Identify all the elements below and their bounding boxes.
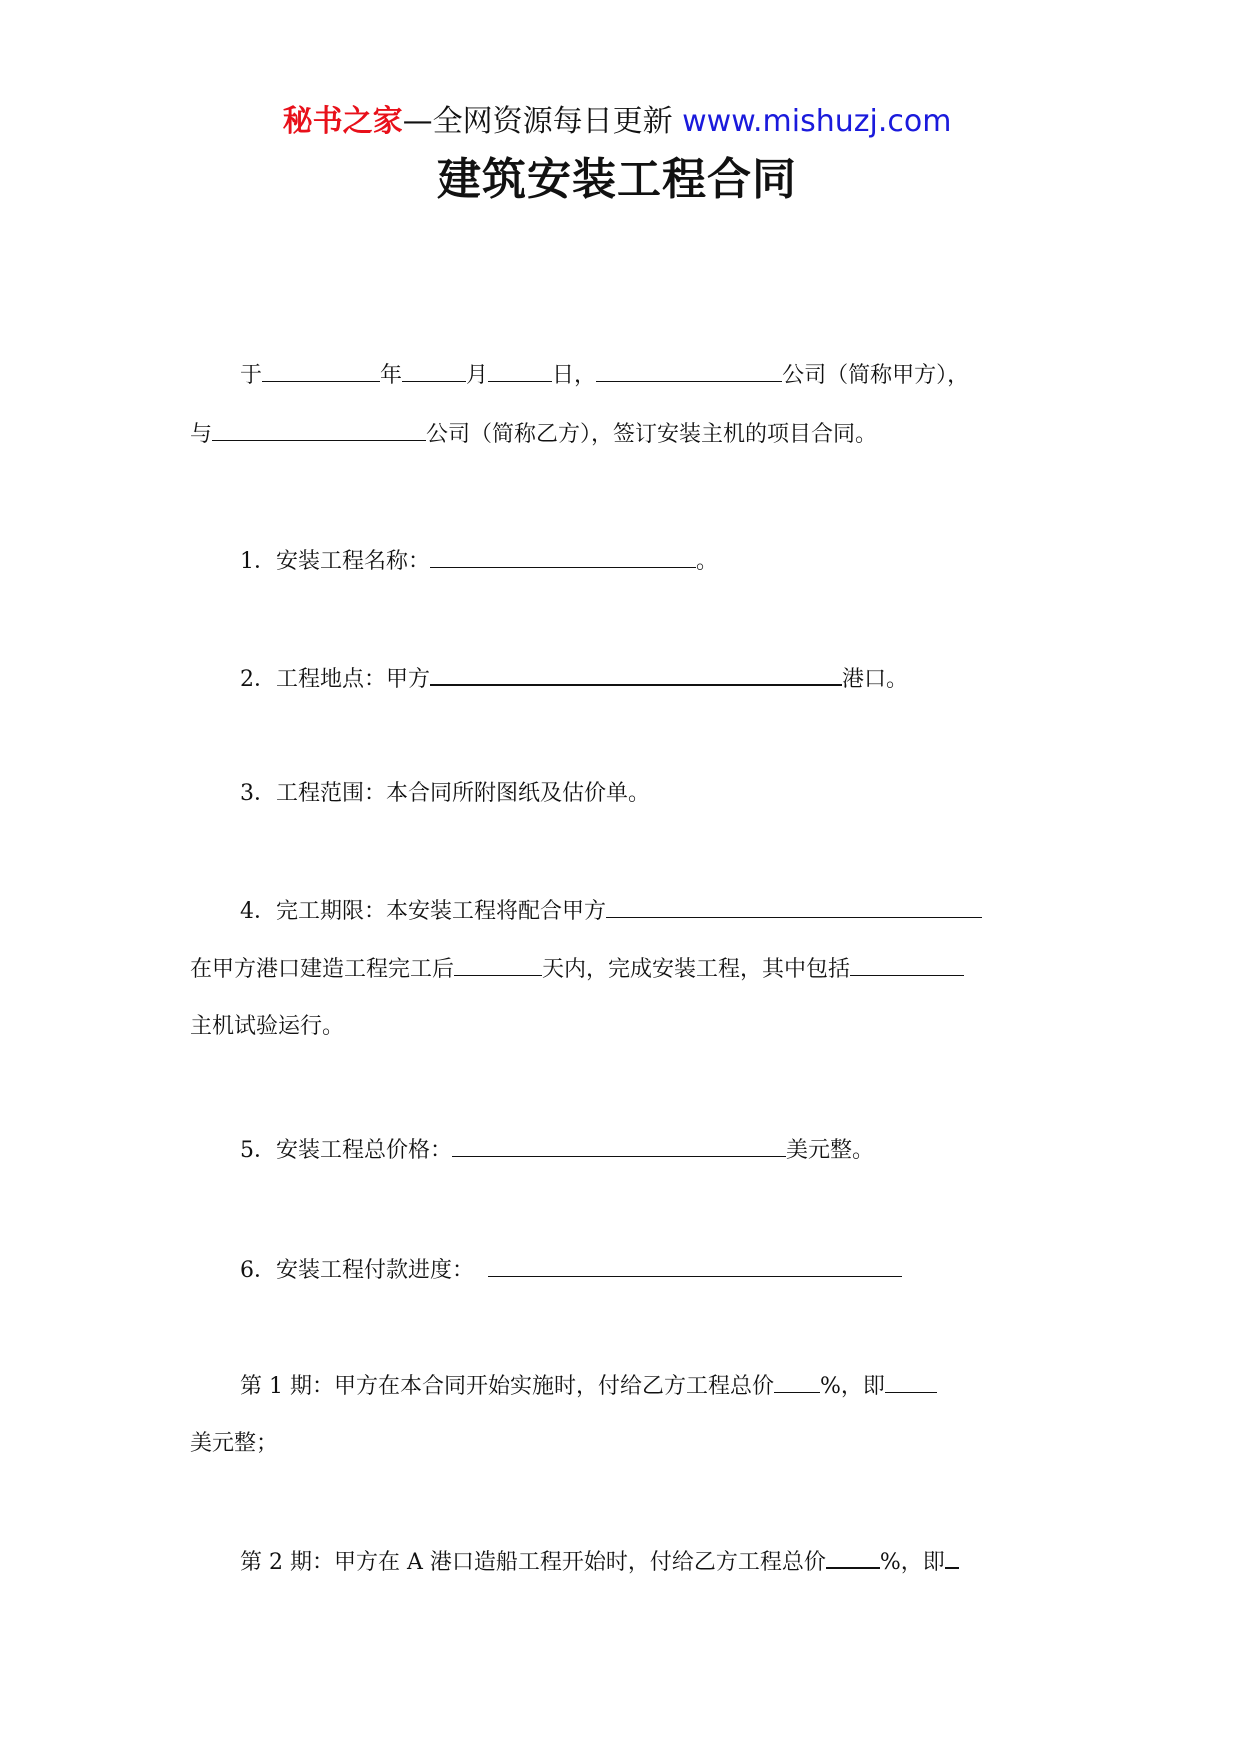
brand-name: 秘书之家: [282, 104, 403, 139]
document-title: 建筑安装工程合同: [437, 154, 797, 205]
intro-text: 于: [240, 363, 263, 388]
include-blank: [850, 951, 964, 976]
days-blank: [454, 951, 542, 976]
site-url[interactable]: www.mishuzj.com: [682, 104, 952, 139]
phase-text: 第 1 期：甲方在本合同开始实施时，付给乙方工程总价: [240, 1374, 774, 1399]
clause-text: 主机试验运行。: [190, 1014, 345, 1039]
project-name-blank: [430, 543, 696, 568]
header-slogan: —全网资源每日更新: [402, 104, 673, 139]
site-header: [0, 102, 1234, 142]
party-a-blank: [596, 357, 782, 382]
clause-text: 3．工程范围：本合同所附图纸及估价单。: [240, 781, 650, 806]
phase-1-line-1: [240, 1368, 937, 1404]
date-day-blank: [488, 357, 552, 382]
clause-text: 天内，完成安装工程，其中包括: [542, 957, 851, 982]
amount-blank: [885, 1368, 937, 1393]
clause-4-line-1: [240, 893, 982, 929]
location-blank: [430, 660, 842, 686]
intro-line-2: [190, 416, 877, 452]
percent-blank: [826, 1543, 880, 1569]
clause-text: 6．安装工程付款进度：: [240, 1258, 474, 1283]
payment-schedule-blank: [488, 1252, 902, 1277]
clause-text: 美元整。: [786, 1138, 875, 1163]
intro-text: 公司（简称甲方），: [782, 363, 970, 388]
clause-5: [240, 1132, 874, 1168]
phase-1-line-2: [190, 1427, 278, 1461]
phase-text: %，即: [820, 1374, 885, 1399]
date-year-blank: [262, 357, 380, 382]
intro-text: 日，: [552, 363, 597, 388]
amount-blank: [945, 1543, 959, 1569]
clause-text: 。: [696, 549, 719, 574]
clause-text: 在甲方港口建造工程完工后: [190, 957, 455, 982]
intro-text: 公司（简称乙方），签订安装主机的项目合同。: [426, 422, 878, 447]
completion-blank: [606, 893, 982, 918]
clause-4-line-3: [190, 1010, 344, 1044]
total-price-blank: [452, 1132, 786, 1157]
party-b-blank: [212, 416, 426, 441]
phase-text: %，即: [879, 1550, 945, 1575]
clause-text: 港口。: [842, 667, 909, 692]
clause-2: [240, 660, 908, 697]
phase-2-line-1: [240, 1543, 959, 1580]
clause-4-line-2: [190, 951, 964, 987]
intro-text: 与: [190, 422, 213, 447]
intro-text: 年: [380, 363, 403, 388]
percent-blank: [774, 1368, 820, 1393]
intro-text: 月: [466, 363, 489, 388]
date-month-blank: [402, 357, 466, 382]
clause-1: [240, 543, 718, 579]
clause-6: [240, 1252, 902, 1288]
clause-text: 4．完工期限：本安装工程将配合甲方: [240, 899, 606, 924]
clause-3: [240, 777, 650, 811]
phase-text: 美元整；: [190, 1431, 279, 1456]
clause-text: 5．安装工程总价格：: [240, 1138, 452, 1163]
intro-line-1: [240, 357, 969, 393]
phase-text: 第 2 期：甲方在 A 港口造船工程开始时，付给乙方工程总价: [240, 1550, 826, 1575]
clause-text: 1．安装工程名称：: [240, 549, 430, 574]
clause-text: 2．工程地点：甲方: [240, 667, 430, 692]
